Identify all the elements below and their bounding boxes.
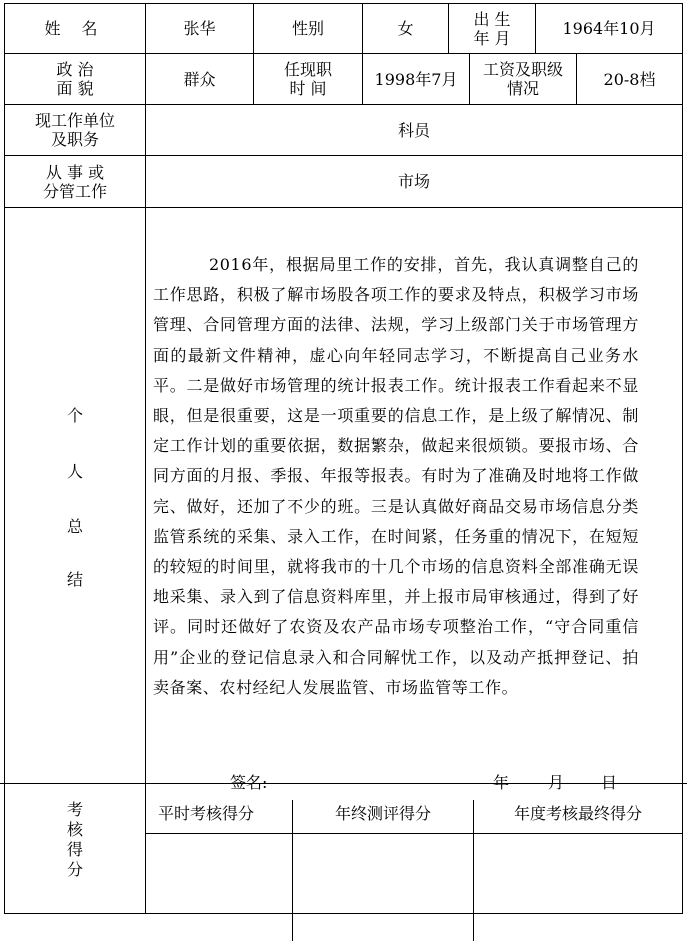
salary-label-line1: 工资及职级 <box>482 60 563 79</box>
final-score-value <box>474 834 682 913</box>
political-value: 群众 <box>183 69 216 89</box>
tenure-value: 1998年7月 <box>374 69 458 89</box>
regular-score-header: 平时考核得分 <box>158 803 255 823</box>
unit-label-line1: 现工作单位 <box>34 111 115 130</box>
score-label-char: 得 <box>66 840 83 859</box>
score-label-char: 考 <box>66 800 83 819</box>
date-month-label: 月 <box>548 773 565 792</box>
score-label-char: 分 <box>66 860 83 879</box>
work-label-line2: 分管工作 <box>42 181 107 201</box>
annual-eval-score-header: 年终测评得分 <box>334 803 431 823</box>
work-label <box>5 156 145 207</box>
rule <box>682 3 683 914</box>
gender-label: 性别 <box>291 19 324 38</box>
annual-eval-score-value <box>293 834 473 913</box>
date-year-label: 年 <box>493 773 510 792</box>
birth-label <box>449 4 535 53</box>
unit-value: 科员 <box>397 120 430 140</box>
rule <box>4 207 683 208</box>
birth-label-line2: 年 月 <box>473 28 511 48</box>
summary-label-char: 个 <box>66 406 83 425</box>
regular-score-value <box>146 834 292 913</box>
summary-label-char: 结 <box>66 570 83 589</box>
signature-label: 签名: <box>230 773 268 792</box>
tenure-label-line2: 时 间 <box>289 79 327 98</box>
political-label-line1: 政 治 <box>56 60 94 79</box>
unit-label <box>5 105 145 155</box>
rule <box>0 783 687 784</box>
birth-label-line1: 出 生 <box>473 9 511 29</box>
salary-value: 20-8档 <box>603 69 656 89</box>
salary-label-line2: 情况 <box>506 79 539 98</box>
salary-label <box>470 54 576 104</box>
summary-label-char: 人 <box>66 462 83 481</box>
rule <box>4 913 683 914</box>
political-label-line2: 面 貌 <box>56 79 94 98</box>
gender-value: 女 <box>397 19 414 38</box>
work-value: 市场 <box>397 172 430 191</box>
name-value: 张华 <box>183 19 216 38</box>
final-score-header: 年度考核最终得分 <box>513 803 642 823</box>
summary-text <box>153 250 639 703</box>
political-label <box>5 54 145 104</box>
tenure-label-line1: 任现职 <box>283 60 332 79</box>
tenure-label <box>254 54 362 104</box>
summary-label-char: 总 <box>66 517 83 536</box>
work-label-line1: 从 事 或 <box>45 162 105 182</box>
birth-value: 1964年10月 <box>562 19 656 38</box>
score-label-char: 核 <box>66 820 83 839</box>
unit-label-line2: 及职务 <box>50 130 99 149</box>
date-day-label: 日 <box>601 773 618 792</box>
name-label: 姓 名 <box>44 19 106 38</box>
summary-paragraph: 2016年，根据局里工作的安排，首先，我认真调整自己的工作思路，积极了解市场股各项工作的要求及特点，积极学习市场管理、合同管理方面的法律、法规，学习上级部门关于市场管理方面的最新文件精神，虚心向年轻同志学习，不断提高自己业务水平。二是做好市场管理的统计报表工作。统计报表工作看起来不显眼，但是很重要，这是一项重要的信息工作，是上级了解情况、制定工作计划的重要依据，数据繁杂，做起来很烦锁。要报市场、合同方面的月报、季报、年报等报表。有时为了准确及时地将工作做完、做好，还加了不少的班。三是认真做好商品交易市场信息分类监管系统的采集、录入工作，在时间紧，任务重的情况下，在短短的较短的时间里，就将我市的十几个市场的信息资料全部准确无误地采集、录入到了信息资料库里，并上报市局审核通过，得到了好评。同时还做好了农资及农产品市场专项整治工作，“守合同重信用”企业的登记信息录入和合同解忧工作，以及动产抵押登记、拍卖备案、农村经纪人发展监管、市场监管等工作。 <box>153 255 639 697</box>
